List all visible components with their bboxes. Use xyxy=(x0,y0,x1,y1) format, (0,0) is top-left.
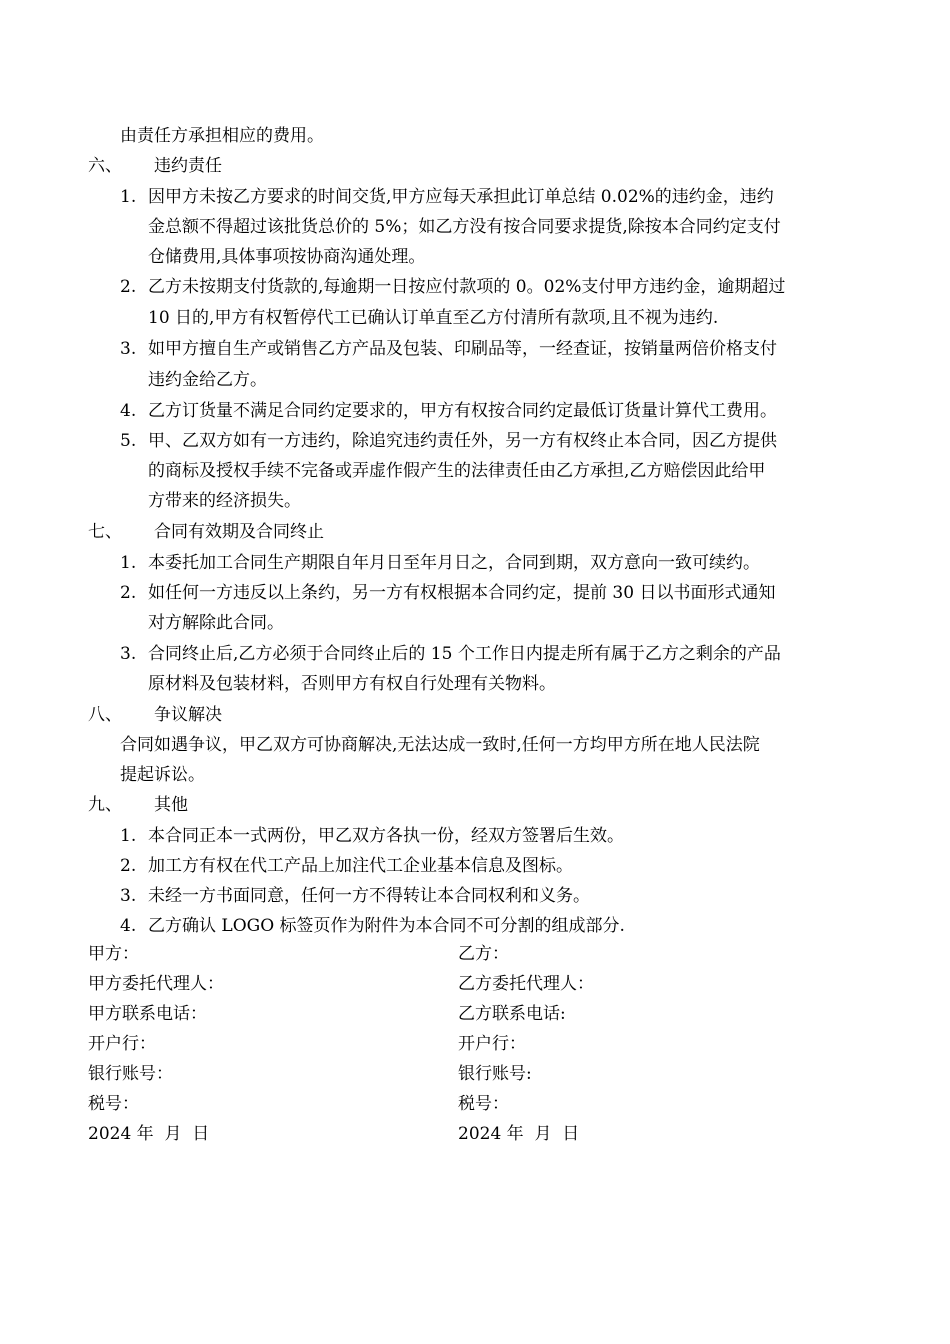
party-b-account: 银行账号: xyxy=(458,1064,532,1084)
party-a-tax-id: 税号： xyxy=(88,1094,139,1114)
item-text: 原材料及包装材料，否则甲方有权自行处理有关物料。 xyxy=(148,674,556,694)
item-text: 的商标及授权手续不完备或弄虚作假产生的法律责任由乙方承担,乙方赔偿因此给甲 xyxy=(148,461,766,481)
section-title: 违约责任 xyxy=(154,156,222,176)
list-item xyxy=(120,182,774,212)
item-number: 3. xyxy=(120,886,137,906)
item-text: 乙方未按期支付货款的,每逾期一日按应付款项的 0。02%支付甲方违约金，逾期超过 xyxy=(148,277,786,297)
party-b-bank: 开户行： xyxy=(458,1034,526,1054)
item-number: 2. xyxy=(120,277,137,297)
item-text: 仓储费用,具体事项按协商沟通处理。 xyxy=(148,247,426,267)
item-text: 方带来的经济损失。 xyxy=(148,491,301,511)
section-number: 七、 xyxy=(88,522,122,542)
party-a-account: 银行账号： xyxy=(88,1064,173,1084)
item-text: 本合同正本一式两份，甲乙双方各执一份，经双方签署后生效。 xyxy=(148,826,624,846)
section-title: 其他 xyxy=(154,795,188,815)
item-text: 乙方确认 LOGO 标签页作为附件为本合同不可分割的组成部分. xyxy=(148,916,625,936)
party-a-bank: 开户行： xyxy=(88,1034,156,1054)
list-item xyxy=(120,334,777,364)
list-item xyxy=(120,851,573,881)
item-number: 2. xyxy=(120,856,137,876)
item-text: 如任何一方违反以上条约，另一方有权根据本合同约定，提前 30 日以书面形式通知 xyxy=(148,583,776,603)
party-b-phone: 乙方联系电话: xyxy=(458,1004,566,1024)
item-number: 1. xyxy=(120,553,137,573)
item-number: 5. xyxy=(120,431,137,451)
list-item xyxy=(120,821,624,851)
party-a-signature-block xyxy=(88,939,224,1149)
party-b-date: 2024 年 月 日 xyxy=(458,1124,580,1144)
party-b-agent: 乙方委托代理人： xyxy=(458,974,594,994)
item-text: 金总额不得超过该批货总价的 5%；如乙方没有按合同要求提货,除按本合同约定支付 xyxy=(148,217,781,237)
section-heading xyxy=(88,700,222,730)
section-heading xyxy=(88,790,188,820)
item-number: 3. xyxy=(120,644,137,664)
list-item xyxy=(120,578,775,608)
section-number: 八、 xyxy=(88,705,122,725)
party-b-name: 乙方： xyxy=(458,944,509,964)
item-number: 1. xyxy=(120,826,137,846)
item-text: 乙方订货量不满足合同约定要求的，甲方有权按合同约定最低订货量计算代工费用。 xyxy=(148,401,777,421)
section-number: 六、 xyxy=(88,156,122,176)
party-a-name: 甲方： xyxy=(88,944,139,964)
party-b-signature-block xyxy=(458,939,594,1149)
item-number: 1. xyxy=(120,187,137,207)
section-heading xyxy=(88,151,222,181)
item-text: 本委托加工合同生产期限自年月日至年月日之，合同到期，双方意向一致可续约。 xyxy=(148,553,760,573)
item-text: 因甲方未按乙方要求的时间交货,甲方应每天承担此订单总结 0.02%的违约金，违约 xyxy=(148,187,774,207)
item-text: 未经一方书面同意，任何一方不得转让本合同权利和义务。 xyxy=(148,886,590,906)
list-item xyxy=(120,272,785,302)
item-text: 如甲方擅自生产或销售乙方产品及包装、印刷品等，一经查证，按销量两倍价格支付 xyxy=(148,339,777,359)
item-text: 对方解除此合同。 xyxy=(148,613,284,633)
list-item xyxy=(120,426,777,456)
item-text: 合同终止后,乙方必须于合同终止后的 15 个工作日内提走所有属于乙方之剩余的产品 xyxy=(148,644,781,664)
item-text: 甲、乙双方如有一方违约，除追究违约责任外，另一方有权终止本合同，因乙方提供 xyxy=(148,431,777,451)
item-text: 10 日的,甲方有权暂停代工已确认订单直至乙方付清所有款项,且不视为违约. xyxy=(148,308,719,328)
list-item xyxy=(120,881,590,911)
list-item xyxy=(120,548,760,578)
list-item xyxy=(120,639,781,669)
party-a-date: 2024 年 月 日 xyxy=(88,1124,210,1144)
section-title: 合同有效期及合同终止 xyxy=(154,522,324,542)
intro-line: 由责任方承担相应的费用。 xyxy=(120,126,324,146)
paragraph-line: 提起诉讼。 xyxy=(120,765,205,785)
item-number: 2. xyxy=(120,583,137,603)
item-number: 3. xyxy=(120,339,137,359)
list-item xyxy=(120,396,777,426)
item-number: 4. xyxy=(120,916,137,936)
list-item xyxy=(120,911,625,941)
section-title: 争议解决 xyxy=(154,705,222,725)
section-number: 九、 xyxy=(88,795,122,815)
item-number: 4. xyxy=(120,401,137,421)
section-heading xyxy=(88,517,324,547)
party-a-phone: 甲方联系电话： xyxy=(88,1004,207,1024)
party-a-agent: 甲方委托代理人： xyxy=(88,974,224,994)
item-text: 加工方有权在代工产品上加注代工企业基本信息及图标。 xyxy=(148,856,573,876)
paragraph-line: 合同如遇争议，甲乙双方可协商解决,无法达成一致时,任何一方均甲方所在地人民法院 xyxy=(120,735,760,755)
party-b-tax-id: 税号： xyxy=(458,1094,509,1114)
item-text: 违约金给乙方。 xyxy=(148,370,267,390)
